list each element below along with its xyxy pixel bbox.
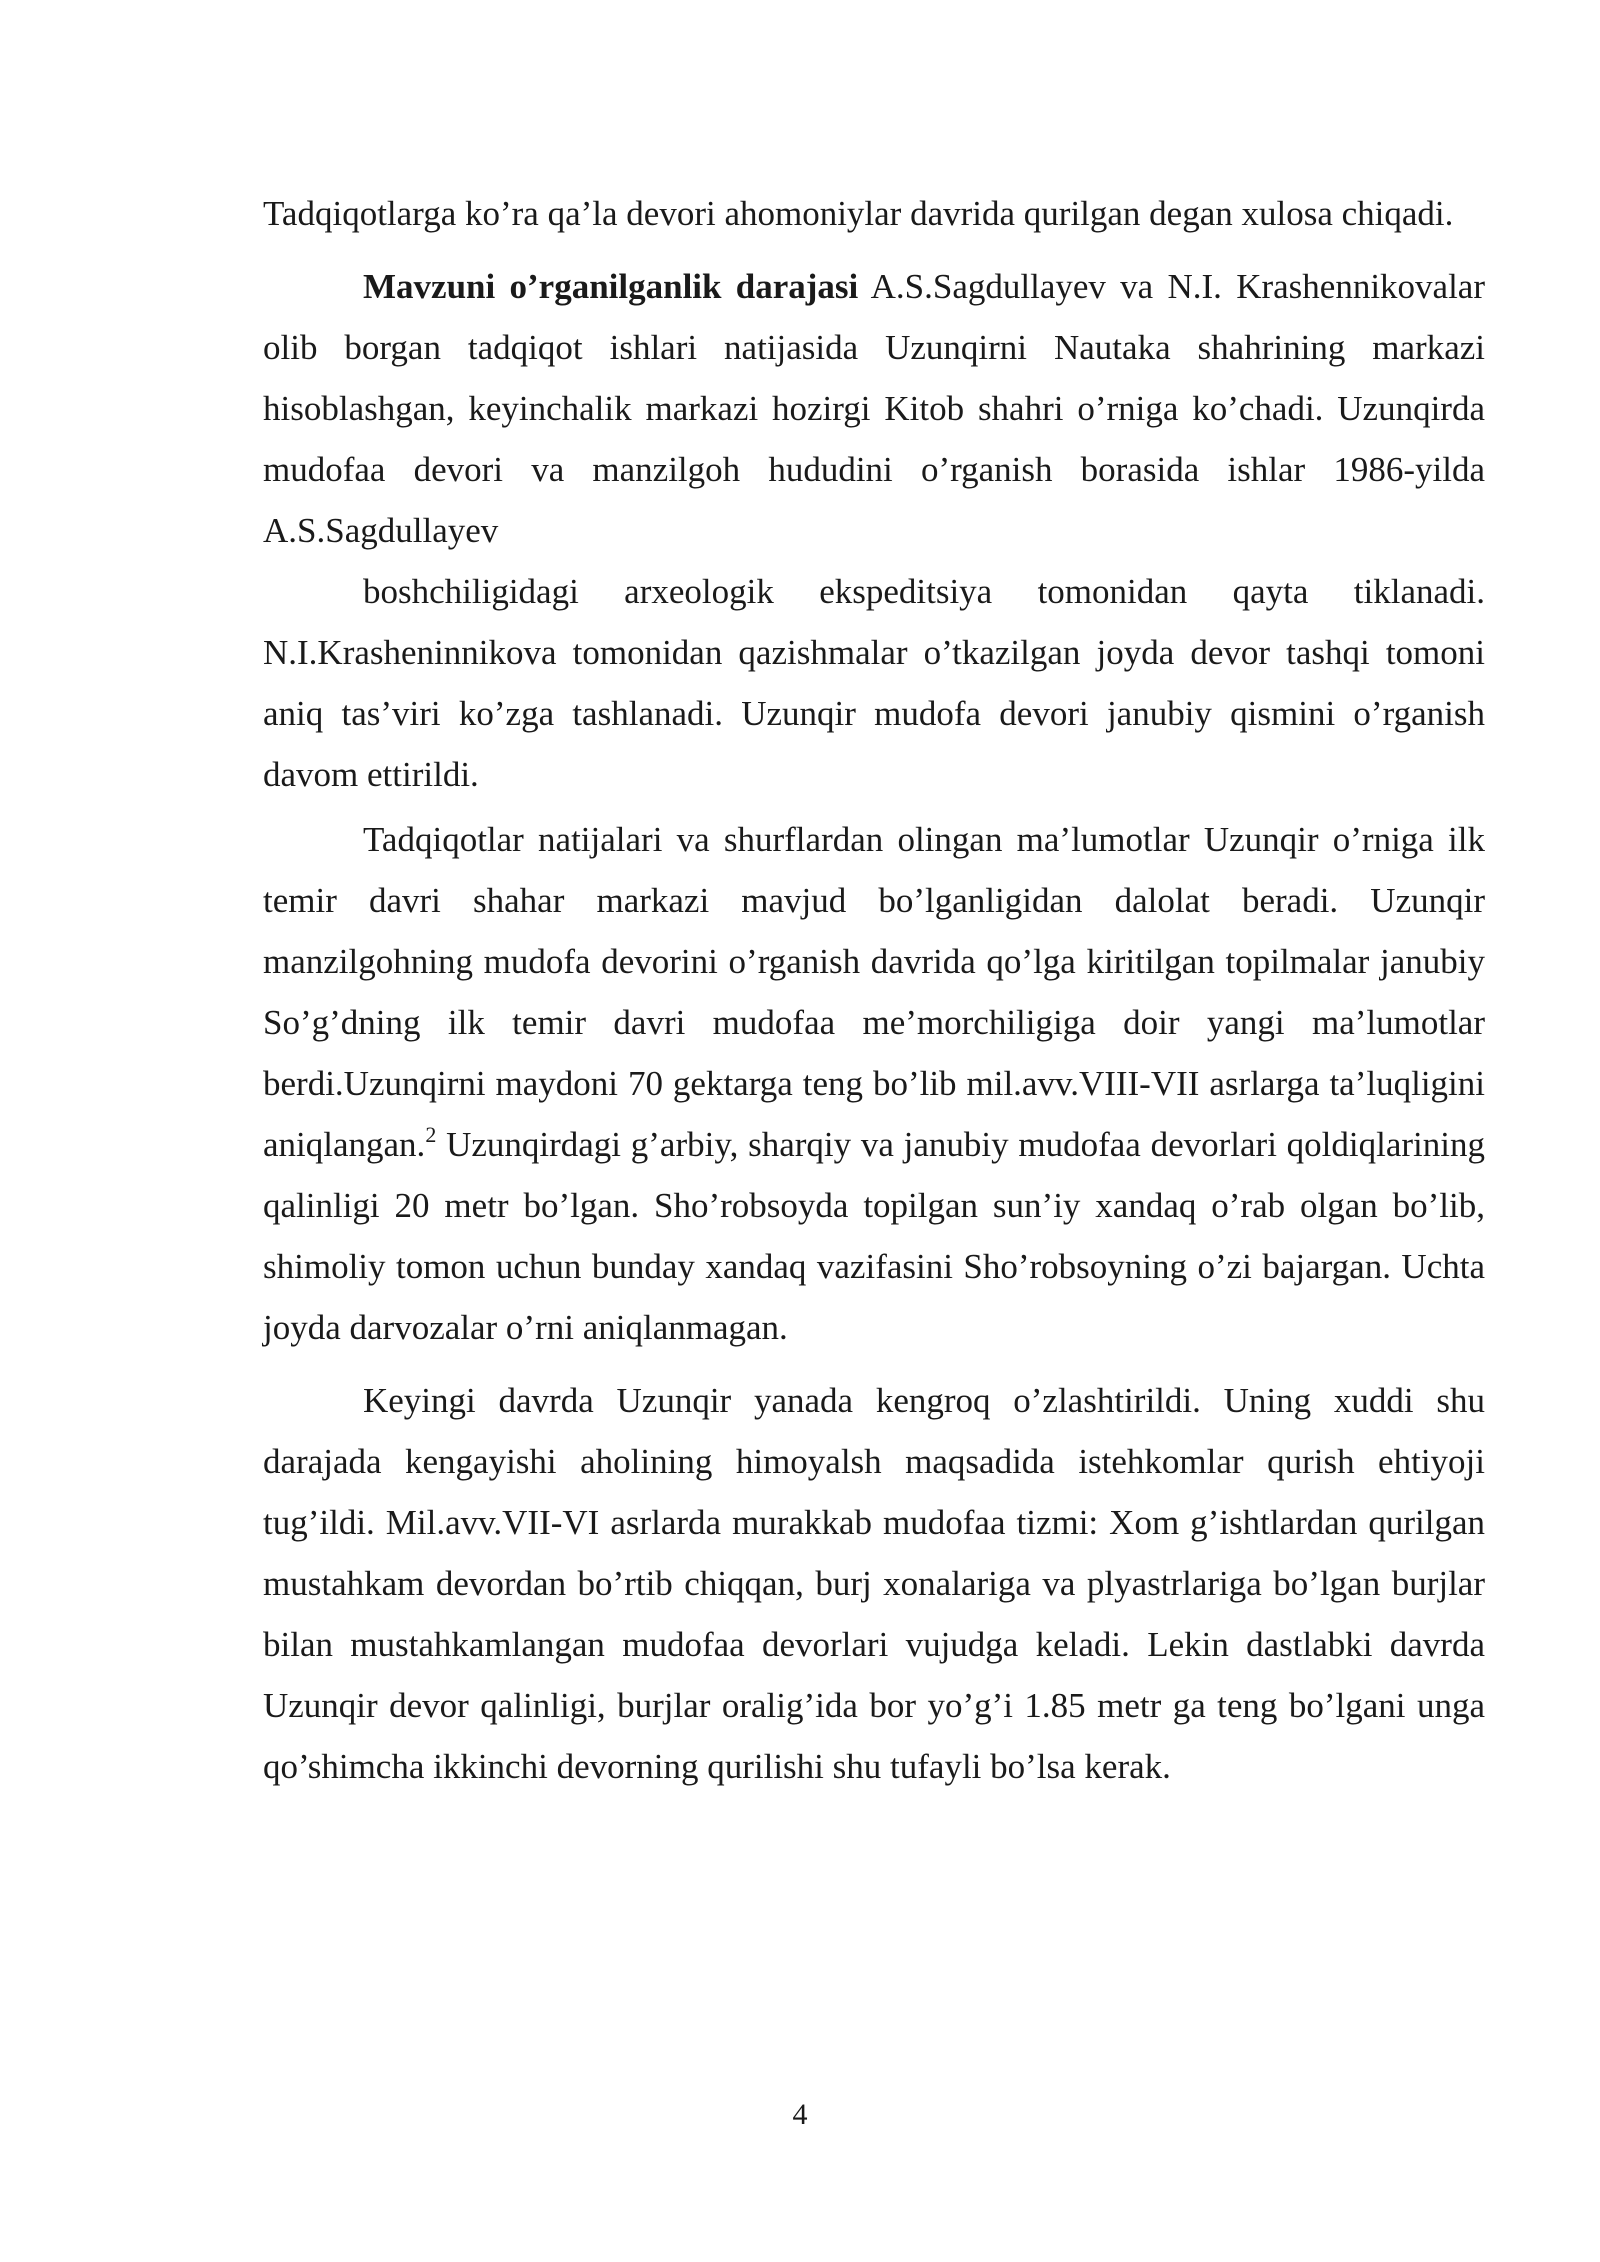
paragraph-later-period: Keyingi davrda Uzunqir yanada kengroq o’zlashtirildi. Uning xuddi shu darajada kengayishi aholining himoyalsh maqsadida istehkomlar qurish ehtiyoji tug’ildi. Mil.avv.VII-VI asrlarda murakkab mudofaa tizmi: Xom g’ishtlardan qurilgan mustahkam devordan bo’rtib chiqqan, burj xonalariga va plyastrlariga bo’lgan burjlar bilan mustahkamlangan mudofaa devorlari vujudga keladi. Lekin dastlabki davrda Uzunqir devor qalinligi, burjlar oralig’ida bor yo’g’i 1.85 metr ga teng bo’lgani unga qo’shimcha ikkinchi devorning qurilishi shu tufayli bo’lsa kerak. <box>263 1381 1485 1786</box>
paragraph-intro: Tadqiqotlarga ko’ra qa’la devori ahomoniylar davrida qurilgan degan xulosa chiqadi. <box>263 194 1454 233</box>
section-heading: Mavzuni o’rganilganlik darajasi <box>363 267 859 306</box>
paragraph-study-level-text-1: A.S.Sagdullayev va N.I. Krashennikovalar olib borgan tadqiqot ishlari natijasida Uzunqirni Nautaka shahrining markazi hisoblashgan, keyinchalik markazi hozirgi Kitob shahri o’rniga ko’chadi. Uzunqirda mudofaa devori va manzilgoh hududini o’rganish borasida ishlar 1986-yilda A.S.Sagdullayev <box>263 267 1485 550</box>
page-number: 4 <box>792 2098 808 2131</box>
paragraph-results-text-2: Uzunqirdagi g’arbiy, sharqiy va janubiy mudofaa devorlari qoldiqlarining qalinligi 20 metr bo’lgan. Sho’robsoyda topilgan sun’iy xandaq o’rab olgan bo’lib, shimoliy tomon uchun bunday xandaq vazifasini Sho’robsoyning o’zi bajargan. Uchta joyda darvozalar o’rni aniqlanmagan. <box>263 1125 1485 1347</box>
paragraph-results-text-1: Tadqiqotlar natijalari va shurflardan olingan ma’lumotlar Uzunqir o’rniga ilk temir davri shahar markazi mavjud bo’lganligidan dalolat beradi. Uzunqir manzilgohning mudofa devorini o’rganish davrida qo’lga kiritilgan topilmalar janubiy So’g’dning ilk temir davri mudofaa me’morchiligiga doir yangi ma’lumotlar berdi.Uzunqirni maydoni 70 gektarga teng bo’lib mil.avv.VIII-VII asrlarga ta’luqligini aniqlangan. <box>263 820 1485 1164</box>
paragraph-results <box>263 809 1485 1358</box>
paragraph-study-level-text-2: boshchiligidagi arxeologik ekspeditsiya tomonidan qayta tiklanadi. <box>363 572 1485 611</box>
paragraph-study-level <box>263 256 1485 805</box>
footnote-reference[interactable]: 2 <box>425 1122 437 1147</box>
document-body <box>263 183 1485 1797</box>
paragraph-study-level-text-3: N.I.Krasheninnikova tomonidan qazishmalar o’tkazilgan joyda devor tashqi tomoni aniq tas’viri ko’zga tashlanadi. Uzunqir mudofa devori janubiy qismini o’rganish davom ettirildi. <box>263 633 1485 794</box>
